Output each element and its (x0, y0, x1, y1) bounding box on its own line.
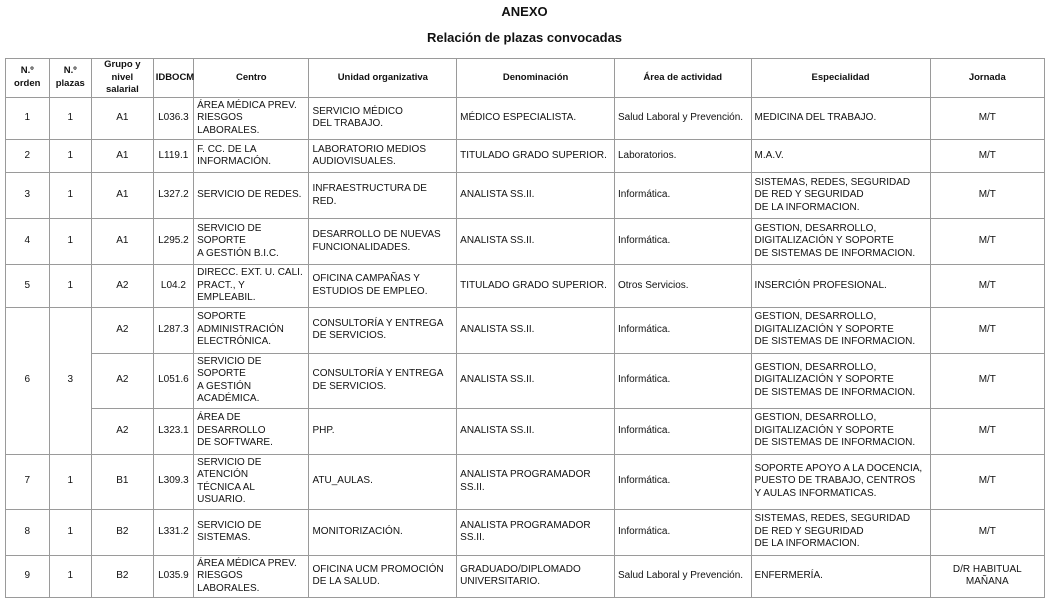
cell-jornada: M/T (930, 97, 1044, 140)
cell-plazas: 1 (49, 173, 91, 219)
table-row (6, 509, 1045, 555)
cell-idbocm: L295.2 (153, 219, 193, 265)
cell-grupo: A1 (91, 97, 153, 140)
cell-plazas: 1 (49, 140, 91, 173)
cell-area: Informática. (614, 219, 751, 265)
header-area: Área de actividad (614, 59, 751, 98)
document-title: ANEXO (501, 4, 548, 19)
cell-especialidad: SOPORTE APOYO A LA DOCENCIA, PUESTO DE TRABAJO, CENTROS Y AULAS INFORMATICAS. (751, 454, 930, 509)
cell-plazas: 3 (49, 307, 91, 454)
header-especialidad: Especialidad (751, 59, 930, 98)
cell-unidad: OFICINA CAMPAÑAS Y ESTUDIOS DE EMPLEO. (309, 265, 457, 308)
cell-jornada: M/T (930, 307, 1044, 353)
cell-unidad: SERVICIO MÉDICO DEL TRABAJO. (309, 97, 457, 140)
cell-plazas: 1 (49, 454, 91, 509)
header-orden: N.º orden (6, 59, 50, 98)
cell-area: Laboratorios. (614, 140, 751, 173)
cell-centro: DIRECC. EXT. U. CALI. PRACT., Y EMPLEABIL. (194, 265, 309, 308)
cell-grupo: B1 (91, 454, 153, 509)
cell-orden: 6 (6, 307, 50, 454)
cell-centro: SERVICIO DE SOPORTE A GESTIÓN ACADÉMICA. (194, 353, 309, 408)
cell-area: Informática. (614, 307, 751, 353)
header-row (6, 59, 1045, 98)
cell-idbocm: L327.2 (153, 173, 193, 219)
cell-area: Informática. (614, 454, 751, 509)
cell-plazas: 1 (49, 555, 91, 598)
cell-unidad: OFICINA UCM PROMOCIÓN DE LA SALUD. (309, 555, 457, 598)
table-row (6, 97, 1045, 140)
table-row (6, 265, 1045, 308)
cell-jornada: M/T (930, 353, 1044, 408)
cell-jornada: D/R HABITUAL MAÑANA (930, 555, 1044, 598)
table-row (6, 408, 1045, 454)
header-centro: Centro (194, 59, 309, 98)
header-jornada: Jornada (930, 59, 1044, 98)
cell-especialidad: GESTION, DESARROLLO, DIGITALIZACIÓN Y SOPORTE DE SISTEMAS DE INFORMACION. (751, 408, 930, 454)
cell-unidad: INFRAESTRUCTURA DE RED. (309, 173, 457, 219)
cell-unidad: MONITORIZACIÓN. (309, 509, 457, 555)
cell-grupo: B2 (91, 555, 153, 598)
cell-especialidad: M.A.V. (751, 140, 930, 173)
cell-unidad: ATU_AULAS. (309, 454, 457, 509)
cell-grupo: B2 (91, 509, 153, 555)
cell-orden: 7 (6, 454, 50, 509)
cell-plazas: 1 (49, 265, 91, 308)
cell-unidad: CONSULTORÍA Y ENTREGA DE SERVICIOS. (309, 307, 457, 353)
header-plazas: N.º plazas (49, 59, 91, 98)
cell-area: Informática. (614, 408, 751, 454)
cell-denominacion: ANALISTA PROGRAMADOR SS.II. (457, 509, 615, 555)
cell-jornada: M/T (930, 219, 1044, 265)
cell-denominacion: ANALISTA SS.II. (457, 219, 615, 265)
header-idbocm: IDBOCM (153, 59, 193, 98)
cell-idbocm: L04.2 (153, 265, 193, 308)
cell-area: Informática. (614, 353, 751, 408)
cell-orden: 1 (6, 97, 50, 140)
cell-area: Otros Servicios. (614, 265, 751, 308)
cell-idbocm: L035.9 (153, 555, 193, 598)
cell-unidad: LABORATORIO MEDIOS AUDIOVISUALES. (309, 140, 457, 173)
cell-centro: F. CC. DE LA INFORMACIÓN. (194, 140, 309, 173)
cell-plazas: 1 (49, 97, 91, 140)
cell-denominacion: ANALISTA PROGRAMADOR SS.II. (457, 454, 615, 509)
cell-centro: ÁREA MÉDICA PREV. RIESGOS LABORALES. (194, 97, 309, 140)
cell-especialidad: GESTION, DESARROLLO, DIGITALIZACIÓN Y SOPORTE DE SISTEMAS DE INFORMACION. (751, 219, 930, 265)
cell-unidad: DESARROLLO DE NUEVAS FUNCIONALIDADES. (309, 219, 457, 265)
table-row (6, 173, 1045, 219)
cell-grupo: A2 (91, 265, 153, 308)
cell-idbocm: L051.6 (153, 353, 193, 408)
cell-especialidad: SISTEMAS, REDES, SEGURIDAD DE RED Y SEGURIDAD DE LA INFORMACION. (751, 509, 930, 555)
cell-jornada: M/T (930, 454, 1044, 509)
cell-centro: ÁREA DE DESARROLLO DE SOFTWARE. (194, 408, 309, 454)
cell-plazas: 1 (49, 509, 91, 555)
cell-unidad: PHP. (309, 408, 457, 454)
cell-centro: SERVICIO DE ATENCIÓN TÉCNICA AL USUARIO. (194, 454, 309, 509)
cell-especialidad: MEDICINA DEL TRABAJO. (751, 97, 930, 140)
cell-denominacion: ANALISTA SS.II. (457, 307, 615, 353)
header-denominacion: Denominación (457, 59, 615, 98)
cell-idbocm: L287.3 (153, 307, 193, 353)
cell-denominacion: GRADUADO/DIPLOMADO UNIVERSITARIO. (457, 555, 615, 598)
cell-especialidad: INSERCIÓN PROFESIONAL. (751, 265, 930, 308)
cell-jornada: M/T (930, 140, 1044, 173)
cell-jornada: M/T (930, 265, 1044, 308)
table-row (6, 307, 1045, 353)
cell-area: Salud Laboral y Prevención. (614, 555, 751, 598)
cell-centro: SOPORTE ADMINISTRACIÓN ELECTRÓNICA. (194, 307, 309, 353)
cell-orden: 4 (6, 219, 50, 265)
cell-orden: 9 (6, 555, 50, 598)
cell-especialidad: SISTEMAS, REDES, SEGURIDAD DE RED Y SEGURIDAD DE LA INFORMACION. (751, 173, 930, 219)
cell-orden: 3 (6, 173, 50, 219)
cell-idbocm: L309.3 (153, 454, 193, 509)
cell-idbocm: L323.1 (153, 408, 193, 454)
cell-grupo: A1 (91, 219, 153, 265)
cell-grupo: A2 (91, 307, 153, 353)
header-grupo: Grupo y nivel salarial (91, 59, 153, 98)
cell-denominacion: MÉDICO ESPECIALISTA. (457, 97, 615, 140)
cell-area: Informática. (614, 509, 751, 555)
cell-plazas: 1 (49, 219, 91, 265)
cell-especialidad: GESTION, DESARROLLO, DIGITALIZACIÓN Y SOPORTE DE SISTEMAS DE INFORMACION. (751, 353, 930, 408)
cell-orden: 8 (6, 509, 50, 555)
cell-centro: SERVICIO DE SOPORTE A GESTIÓN B.I.C. (194, 219, 309, 265)
table-row (6, 219, 1045, 265)
cell-denominacion: ANALISTA SS.II. (457, 353, 615, 408)
cell-orden: 2 (6, 140, 50, 173)
cell-centro: SERVICIO DE SISTEMAS. (194, 509, 309, 555)
cell-jornada: M/T (930, 173, 1044, 219)
table-row (6, 454, 1045, 509)
table-row (6, 353, 1045, 408)
document-subtitle: Relación de plazas convocadas (426, 30, 623, 45)
cell-area: Salud Laboral y Prevención. (614, 97, 751, 140)
cell-idbocm: L036.3 (153, 97, 193, 140)
cell-orden: 5 (6, 265, 50, 308)
cell-jornada: M/T (930, 509, 1044, 555)
cell-area: Informática. (614, 173, 751, 219)
cell-jornada: M/T (930, 408, 1044, 454)
cell-idbocm: L119.1 (153, 140, 193, 173)
cell-grupo: A1 (91, 140, 153, 173)
cell-denominacion: TITULADO GRADO SUPERIOR. (457, 140, 615, 173)
cell-idbocm: L331.2 (153, 509, 193, 555)
cell-grupo: A2 (91, 408, 153, 454)
cell-especialidad: ENFERMERÍA. (751, 555, 930, 598)
cell-grupo: A1 (91, 173, 153, 219)
plazas-table (5, 58, 1045, 598)
cell-unidad: CONSULTORÍA Y ENTREGA DE SERVICIOS. (309, 353, 457, 408)
cell-grupo: A2 (91, 353, 153, 408)
cell-denominacion: TITULADO GRADO SUPERIOR. (457, 265, 615, 308)
cell-denominacion: ANALISTA SS.II. (457, 173, 615, 219)
cell-centro: SERVICIO DE REDES. (194, 173, 309, 219)
table-row (6, 140, 1045, 173)
header-unidad: Unidad organizativa (309, 59, 457, 98)
cell-centro: ÁREA MÉDICA PREV. RIESGOS LABORALES. (194, 555, 309, 598)
cell-denominacion: ANALISTA SS.II. (457, 408, 615, 454)
table-row (6, 555, 1045, 598)
cell-especialidad: GESTION, DESARROLLO, DIGITALIZACIÓN Y SOPORTE DE SISTEMAS DE INFORMACION. (751, 307, 930, 353)
